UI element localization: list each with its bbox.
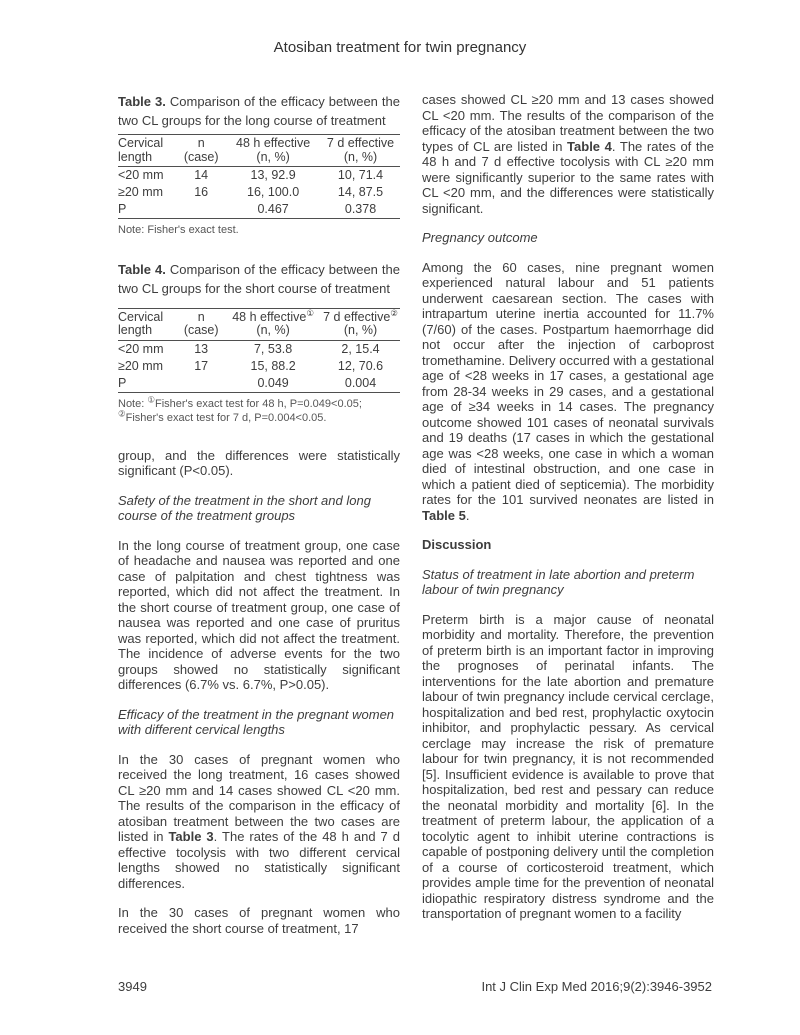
column-header: 7 d effective (n, %) <box>321 135 400 167</box>
superscript-marker: ② <box>118 408 126 419</box>
table-cell: P <box>118 202 127 216</box>
table-cell: 12, 70.6 <box>337 358 384 373</box>
table-cell: ≥20 mm <box>118 185 164 199</box>
right-column <box>422 92 714 936</box>
text-segment: group, and the differences were statistically significant (P<0.05). <box>118 447 400 478</box>
text-segment: Comparison of the efficacy between the two CL groups for the long course of treatment <box>118 94 400 128</box>
journal-citation: Int J Clin Exp Med 2016;9(2):3946-3952 <box>481 979 712 994</box>
text-segment: Status of treatment in late abortion and preterm labour of twin pregnancy <box>422 566 695 597</box>
table3-block <box>118 92 400 238</box>
paragraph <box>422 612 714 922</box>
superscript-marker: ① <box>147 393 155 404</box>
table-cell: 15, 88.2 <box>250 358 296 373</box>
text-segment: Note: Fisher's exact test. <box>118 224 239 236</box>
column-header: n (case) <box>177 308 225 340</box>
table-cell: 16 <box>194 185 209 199</box>
text-segment: In the 30 cases of pregnant women who received the long treatment, 16 cases showed CL ≥20 mm and 14 cases showed CL <20 mm. The results of the comparison in the efficacy of atosiban treatment between the two cases are listed in <box>118 751 400 844</box>
table-cell: <20 mm <box>118 341 164 356</box>
table-cell: 7, 53.8 <box>253 341 293 356</box>
table-cell: 2, 15.4 <box>341 341 380 356</box>
two-column-layout <box>118 92 714 936</box>
text-segment: . The rates of the 48 h and 7 d effective tocolysis with two different cervical lengths showed no statistically significant differences. <box>118 829 400 891</box>
table3-note <box>118 223 400 238</box>
table-cell: 16, 100.0 <box>247 185 300 199</box>
table-cell: 13 <box>194 341 209 356</box>
bold-text: Table 3 <box>168 829 214 844</box>
table3-caption <box>118 92 400 130</box>
bold-text: Table 5 <box>422 507 466 523</box>
text-segment: In the long course of treatment group, one case of headache and nausea was reported and one case of palpitation and chest tightness was reported, which did not affect the treatment. In the short course of treatment group, one case of nausea was reported and one case of pruritus was reported, which did not affect the treatment. The incidence of adverse events for the two groups showed no statistically significant differences (6.7% vs. 6.7%, P>0.05). <box>118 537 400 692</box>
table-cell: 13, 92.9 <box>250 168 296 182</box>
paragraph <box>422 92 714 216</box>
superscript-marker: ② <box>390 307 398 318</box>
table-row <box>118 340 400 358</box>
table4-note <box>118 393 400 426</box>
paragraph <box>118 538 400 693</box>
text-segment: . <box>465 507 470 523</box>
heading <box>422 230 714 246</box>
page-number: 3949 <box>118 979 147 994</box>
table-row <box>118 167 400 185</box>
table-row <box>118 201 400 219</box>
text-segment: Fisher's exact test for 48 h, P=0.049<0.05; <box>154 397 362 410</box>
paragraph <box>422 260 714 524</box>
column-header: Cervical length <box>118 308 177 340</box>
column-header: Cervical length <box>118 135 177 167</box>
table-cell: 14 <box>194 168 209 182</box>
table-cell: <20 mm <box>118 168 164 182</box>
left-column <box>118 92 400 936</box>
running-title: Atosiban treatment for twin pregnancy <box>273 39 527 56</box>
text-segment: Among the 60 cases, nine pregnant women experienced natural labour and 51 patients underwent caesarean section. The cases with intrapartum uterine inertia accounted for 11.7% (7/60) of the cases. Postpartum haemorrhage did not occur after the injection of carboprost tromethamine. Delivery occurred with a gestational age of <28 weeks in 17 cases, a gestational age from 28-34 weeks in 29 cases, and a gestational age of ≥34 weeks in 14 cases. The pregnancy outcome showed 101 cases of neonatal survivals and 19 deaths (17 cases in which the gestational age was <28 weeks, one case in which a woman died of intestinal obstruction, and one case in which a patient died of septicemia). The morbidity rates for the 101 survived neonates are listed in <box>422 259 714 507</box>
heading <box>118 707 400 738</box>
table-cell: 0.004 <box>344 375 377 390</box>
text-segment: Pregnancy outcome <box>422 230 538 245</box>
table4-block <box>118 260 400 426</box>
paragraph <box>118 752 400 892</box>
paragraph <box>118 905 400 936</box>
table-cell: ≥20 mm <box>118 358 164 373</box>
table4 <box>118 308 400 393</box>
paragraph <box>118 448 400 479</box>
table-cell: 0.467 <box>257 202 289 216</box>
table-cell <box>177 375 225 393</box>
bold-text: Table 4 <box>567 138 612 154</box>
table-cell <box>177 201 225 219</box>
heading <box>422 537 714 553</box>
superscript-marker: ① <box>306 307 314 318</box>
table-cell: 0.049 <box>257 375 289 390</box>
text-segment: . The rates of the 48 h and 7 d effective tocolysis with CL ≥20 mm were significantly superior to the same rates with CL <20 mm, and the differences were statistically significant. <box>422 138 714 216</box>
table4-caption <box>118 260 400 298</box>
text-segment: Efficacy of the treatment in the pregnant women with different cervical lengths <box>118 706 395 737</box>
text-segment: In the 30 cases of pregnant women who received the short course of treatment, 17 <box>118 905 400 936</box>
bold-text: Table 4. <box>118 261 166 277</box>
left-column-text <box>118 448 400 937</box>
bold-text: Table 3. <box>118 94 166 109</box>
text-segment: Note: <box>118 397 148 410</box>
column-header: 7 d effective② (n, %) <box>321 308 400 340</box>
table-row <box>118 184 400 201</box>
table-cell: 0.378 <box>344 202 377 216</box>
column-header: 48 h effective① (n, %) <box>225 308 321 340</box>
table3 <box>118 134 400 219</box>
page-footer <box>118 979 712 994</box>
table-row <box>118 358 400 375</box>
text-segment: Comparison of the efficacy between the two CL groups for the short course of treatment <box>118 261 400 296</box>
text-segment: cases showed CL ≥20 mm and 13 cases showed CL <20 mm. The results of the comparison of the efficacy of the atosiban treatment between the two types of CL are listed in <box>422 92 714 154</box>
heading <box>422 567 714 598</box>
text-segment: Preterm birth is a major cause of neonatal morbidity and mortality. Therefore, the prevention of preterm birth is an important factor in improving the prognoses of perinatal infants. The interventions for the late abortion and premature labour of twin pregnancy include cervical cerclage, hospitalization and bed rest, prophylactic oxytocin inhibitor, and prophylactic pessary. As cervical cerclage may increase the risk of premature labour for twin pregnancy, it is not recommended [5]. Insufficient evidence is available to prove that hospitalization, bed rest and pessary can reduce the neonatal morbidity and mortality [6]. In the treatment of preterm labour, the application of a tocolytic agent to inhibit uterine contractions is capable of postponing delivery until the completion of a course of corticosteroid treatment, which provides ample time for the prevention of neonatal idiopathic respiratory distress syndrome and the transportation of pregnant women to a facility <box>422 611 714 921</box>
table-row <box>118 375 400 393</box>
table-cell: P <box>118 375 127 390</box>
column-header: n (case) <box>177 135 225 167</box>
table-cell: 17 <box>194 358 209 373</box>
text-segment: Fisher's exact test for 7 d, P=0.004<0.05. <box>125 412 327 424</box>
table-cell: 10, 71.4 <box>337 168 384 182</box>
table-cell: 14, 87.5 <box>337 185 384 199</box>
column-header: 48 h effective (n, %) <box>225 135 321 167</box>
heading <box>118 493 400 524</box>
text-segment: Safety of the treatment in the short and long course of the treatment groups <box>118 492 371 523</box>
text-segment: Discussion <box>422 537 492 552</box>
